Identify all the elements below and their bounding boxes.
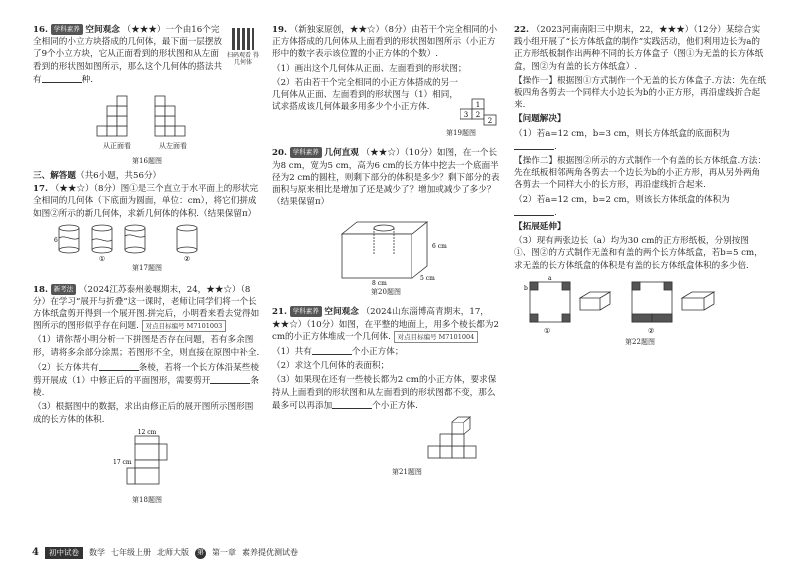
section-label: 【问题解决】 [514,114,566,125]
target-code: 对点目标编号 M7101003 [142,320,227,332]
figure-18-net [113,428,233,494]
width-label: 5 cm [420,275,435,283]
figure-label-1: ① [98,254,106,262]
target-code: 对点目标编号 M7101004 [394,331,479,343]
text-part: 个小正方体； [351,346,404,357]
question-text: （★★☆）（8分）图①是三个直立于水平面上的形状完全相同的几何体（下底面为圆面，单位：cm），将它们拼成如图②所示的新几何体，求新几何体的体积.（结果保留π） [33,184,259,219]
grade-label: 七年级上册 [110,548,151,558]
qr-label: 扫码观看 得几何体 [227,52,259,67]
tag-text: 空间观念 [324,307,359,318]
brand-label: 初中试卷 [45,547,83,559]
chapter-label: 第一章 [211,548,236,558]
text-part: 个小正方体. [372,400,418,411]
front-view-label: 从正面看 [103,142,131,151]
operation-2: 【操作二】根据图②所示的方式制作一个有盖的长方体纸盒.方法：先在纸板相邻两角各剪去一个边长为b的小正方形，再从另外两角各剪去一个同样大小的长方形，再沿虚线折合起来. [514,156,766,191]
column-middle [272,24,500,481]
answer-blank[interactable] [332,399,372,409]
figure-label-1: ① [544,326,551,335]
sub-question-2 [33,361,261,400]
figure-caption: 第22题图 [625,337,655,346]
sub-question-2 [514,194,766,219]
answer-blank[interactable] [210,374,250,384]
question-number: 17. [33,184,48,195]
text-part: . [554,207,557,218]
answer-blank[interactable] [42,73,82,83]
question-18 [33,284,261,333]
sub-question-2: （2）若由若干个完全相同的小正方体搭成的另一几何体从正面、左面看到的形状图与（1）相同，试求搭成该几何体最多用多少个小正方体. [272,77,458,113]
front-view-drawing [95,88,139,140]
edition-label: 北师大版 [156,548,189,558]
text-part: 条棱，若将一个长方体沿某些棱剪开展成（1）中修正后的平面图形，需要剪开 [33,362,259,387]
figure-caption: 第16题图 [132,156,162,165]
height-label: 6 cm [432,243,447,251]
sub-question-3: （3）根据图中的数据，求出由修正后的展开图所示图形围成的长方体的体积. [33,402,254,425]
left-view-drawing [151,88,195,140]
question-number: 18. [33,284,48,295]
figure-21-stack [422,414,502,466]
question-text: （2024山东淄博高青期末，17，★★☆）（10分）如图，在平整的地面上，用多个棱长都为2 cm的小正方体堆成一个几何体. [272,307,499,342]
subject-tag: 学科素养 [290,306,322,317]
figure-caption: 第21题图 [392,467,422,476]
figure-label-2: ② [183,254,191,262]
question-17 [33,183,261,220]
question-number: 20. [272,148,287,159]
answer-blank[interactable] [99,361,139,371]
sub-question-1 [514,128,766,153]
grid-value: 3 [463,111,469,120]
question-number: 21. [272,307,287,318]
section-subtitle: （共6小题，共56分） [75,170,162,181]
dimension-label: 6 [54,236,58,244]
figure-22-nets [522,276,752,336]
question-number: 16. [33,25,48,35]
page-number: 4 [32,547,39,558]
b-label: b [524,284,528,292]
sub-question-1: （1）画出这个几何体从正面、左面看到的形状图； [272,63,467,74]
grid-value: 2 [475,111,481,120]
text-part: （1）若a=12 cm，b=3 cm，则长方体纸盒的底面积为 [514,128,730,139]
question-tail: 种. [81,74,93,85]
text-part: （3）如果现在还有一些棱长都为2 cm的小正方体，要求保持从上面看到的形状图和从左面看到的形状图都不变，那么最多可以再添加 [272,375,497,411]
sub-question-1 [272,345,500,358]
figure-caption: 第18题图 [132,495,162,504]
question-text: （2024江苏泰州姜堰期末，24，★★☆）（8分）在学习“展开与折叠”这一课时，老师让同学们将一个长方体纸盒剪开得到一个展开图.拼完后，小明看来看去觉得如图所示的图形似乎存在问题. [33,284,260,332]
figure-caption: 第19题图 [446,129,476,138]
question-text: （2023河南南阳三中期末，22，★★★）（12分）某综合实践小组开展了“长方体纸盒的制作”实践活动，他们利用边长为a的正方形纸板制作出两种不同的长方体盒子（图①为无盖的长方体纸盒，图②为有盖的长方体纸盒）. [514,25,764,72]
text-part: 条棱. [33,376,259,399]
tag-text: 空间观念 [85,25,120,35]
height-label: 17 cm [113,458,132,466]
width-label: 12 cm [137,428,157,436]
question-19 [272,24,500,61]
question-number: 19. [272,25,287,35]
length-label: 8 cm [372,280,387,287]
a-label: a [548,275,552,282]
front-view [95,88,139,155]
section-title: 三、解答题 [33,170,76,181]
text-part: . [554,141,557,152]
page-footer [32,546,298,560]
question-21 [272,306,500,343]
figure-16 [95,88,261,155]
sub-question-1: （1）请你帮小明分析一下拼图是否存在问题，若有多余图形，请将多余部分涂黑；若图形不全，则直接在原图中补全. [33,335,260,358]
question-22 [514,24,766,73]
section-heading [33,170,261,182]
figure-caption: 第17题图 [132,263,162,272]
sub-question-3: （3）现有两张边长（a）均为30 cm的正方形纸板，分别按图①、图②的方式制作无盖和有盖的两个长方体纸盒，若b=5 cm，求无盖的长方体纸盒的体积是有盖的长方体纸盒体积的多少倍. [514,236,763,271]
chapter-icon: 第 [195,548,206,559]
answer-blank[interactable] [514,140,554,150]
column-left [33,24,261,509]
question-text: （新独家原创，★★☆）（8分）由若干个完全相同的小正方体搭成的几何体从上面看到的形状图如图所示（小正方形中的数字表示该位置的小正方体的个数）. [272,25,498,60]
question-number: 22. [514,25,529,35]
figure-caption: 第20题图 [371,288,401,297]
qr-code-icon[interactable] [232,28,254,50]
question-text: （★★☆）（10分）如图，在一个长为8 cm，宽为5 cm，高为6 cm的长方体中挖去一个底面半径为2 cm的圆柱，则剩下部分的体积是多少？剩下部分的表面积与原来相比是增加了还是减少了？增加或减少了多少？（结果保留π） [272,148,500,208]
new-method-tag: 新考法 [51,284,77,295]
text-part: （1）共有 [272,346,312,357]
figure-label-2: ② [648,326,655,335]
test-title: 素养提优测试卷 [241,548,298,558]
left-view [151,88,195,155]
figure-20-box [332,214,462,286]
left-view-label: 从左面看 [159,142,187,151]
subject-label: 数学 [88,548,105,558]
answer-blank[interactable] [514,206,554,216]
operation-1: 【操作一】根据图①方式制作一个无盖的长方体盒子.方法：先在纸板四角各剪去一个同样大小边长为b的小正方形，再沿虚线折合起来. [514,75,766,111]
answer-blank[interactable] [312,345,352,355]
question-20 [272,147,500,208]
tag-text: 几何直观 [324,148,359,159]
subject-tag: 学科素养 [290,147,322,158]
grid-value: 1 [475,101,481,110]
grid-value: 2 [487,117,493,126]
subject-tag: 学科素养 [51,24,83,35]
section-label: 【拓展延伸】 [514,222,566,233]
sub-question-2: （2）求这个几何体的表面积； [272,361,390,372]
figure-17-cylinders [47,222,247,262]
text-part: （2）若a=12 cm，b=2 cm，则该长方体纸盒的体积为 [514,194,730,205]
sub-question-3 [272,374,500,412]
column-right [514,24,766,351]
text-part: （2）长方体共有 [33,362,99,373]
question-text: （★★★）一个由16个完全相同的小立方块搭成的几何体，最下面一层摆放了9个小立方块，它从正面看到的形状图和从左面看到的形状图如图所示，那么这个几何体的搭法共有 [33,25,223,85]
figure-19-grid [460,97,500,127]
